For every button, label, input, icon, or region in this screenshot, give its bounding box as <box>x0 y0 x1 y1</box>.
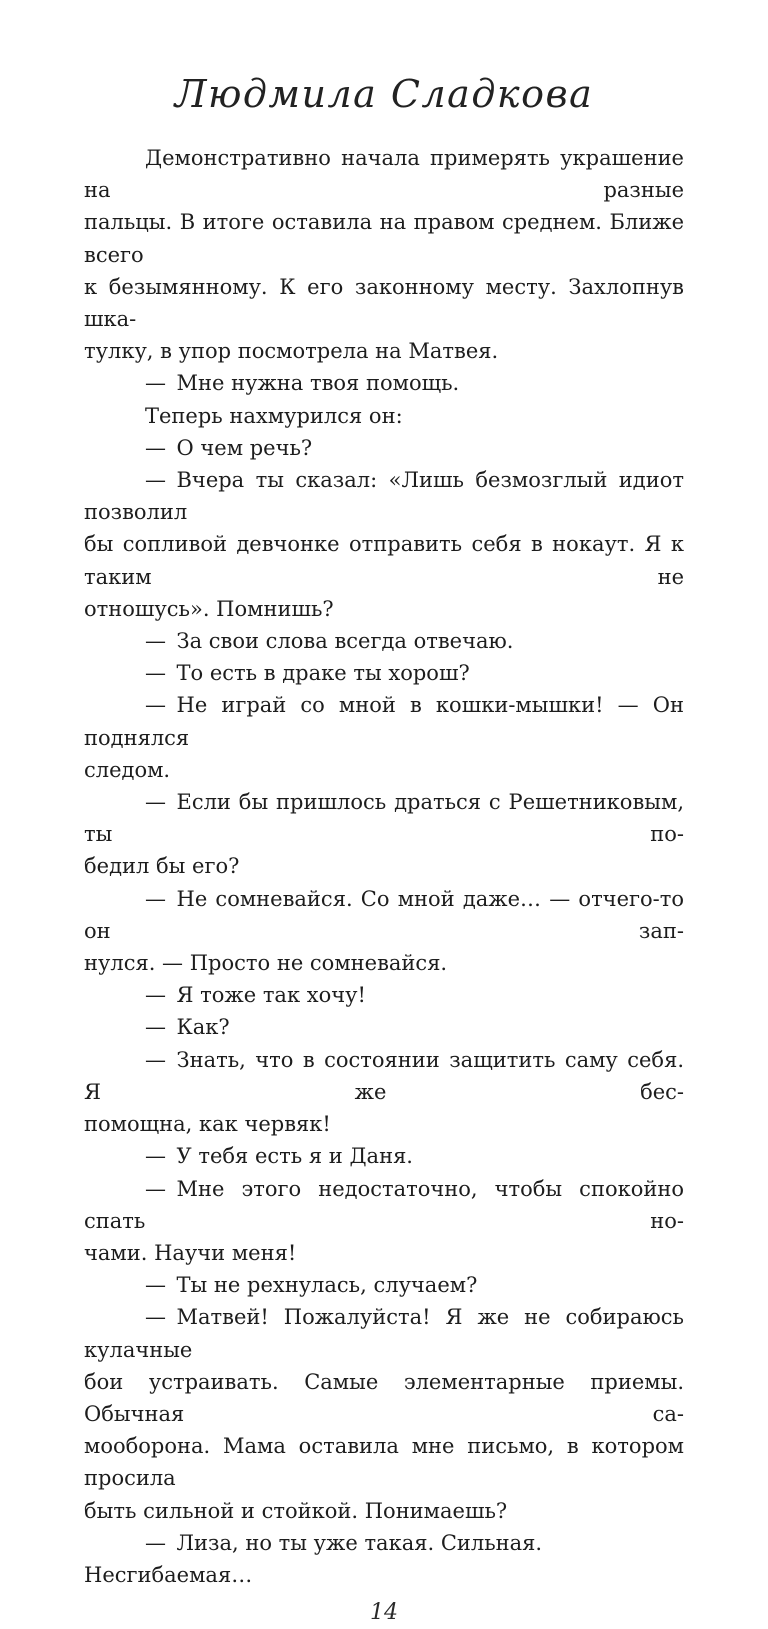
book-page <box>0 68 768 1626</box>
paragraph <box>84 367 684 399</box>
paragraph <box>84 1011 684 1043</box>
paragraph <box>84 464 684 625</box>
text-line: пальцы. В итоге оставила на правом среднем. Ближе всего <box>84 210 684 267</box>
text-line: быть сильной и стойкой. Понимаешь? <box>84 1498 508 1523</box>
text-line: Теперь нахмурился он: <box>145 403 403 428</box>
text-block <box>84 142 684 1591</box>
text-line: мооборона. Мама оставила мне письмо, в котором просила <box>84 1434 684 1491</box>
paragraph <box>84 1173 684 1270</box>
text-line: — Как? <box>145 1015 230 1040</box>
text-line: бои устраивать. Самые элементарные приемы. Обычная са- <box>84 1369 684 1426</box>
paragraph <box>84 1044 684 1141</box>
text-line: — Я тоже так хочу! <box>145 983 366 1008</box>
text-line: нулся. — Просто не сомневайся. <box>84 951 448 976</box>
paragraph <box>84 432 684 464</box>
paragraph <box>84 1269 684 1301</box>
text-line: — О чем речь? <box>145 435 313 460</box>
text-line: чами. Научи меня! <box>84 1240 297 1265</box>
running-head-author: Людмила Сладкова <box>174 72 594 116</box>
paragraph <box>84 689 684 786</box>
page-number: 14 <box>370 1600 398 1626</box>
text-line: следом. <box>84 757 171 782</box>
paragraph <box>84 786 684 883</box>
text-line: — За свои слова всегда отвечаю. <box>145 629 514 654</box>
text-line: — Мне нужна твоя помощь. <box>145 371 460 396</box>
paragraph <box>84 1301 684 1526</box>
text-line: бедил бы его? <box>84 854 240 879</box>
text-line: — Ты не рехнулась, случаем? <box>145 1273 478 1298</box>
text-line: отношусь». Помнишь? <box>84 596 334 621</box>
paragraph <box>84 142 684 367</box>
text-line: тулку, в упор посмотрела на Матвея. <box>84 339 499 364</box>
paragraph <box>84 657 684 689</box>
paragraph <box>84 979 684 1011</box>
text-line: — Не играй со мной в кошки-мышки! — Он поднялся <box>84 693 684 750</box>
text-line: — Мне этого недостаточно, чтобы спокойно спать но- <box>84 1176 684 1233</box>
text-line: — У тебя есть я и Даня. <box>145 1144 413 1169</box>
text-line: — Не сомневайся. Со мной даже… — отчего-то он зап- <box>84 886 684 943</box>
text-line: — Вчера ты сказал: «Лишь безмозглый идиот позволил <box>84 468 684 525</box>
paragraph <box>84 883 684 980</box>
text-line: к безымянному. К его законному месту. Захлопнув шка- <box>84 274 684 332</box>
text-line: Демонстративно начала примерять украшение на разные <box>84 146 684 203</box>
paragraph <box>84 1527 684 1591</box>
text-line: — То есть в драке ты хорош? <box>145 661 470 686</box>
paragraph <box>84 1140 684 1172</box>
text-line: — Лиза, но ты уже такая. Сильная. Несгибаемая… <box>84 1530 543 1587</box>
paragraph <box>84 400 684 432</box>
text-line: — Если бы пришлось драться с Решетниковым, ты по- <box>84 790 684 847</box>
text-line: — Матвей! Пожалуйста! Я же не собираюсь кулачные <box>84 1305 684 1362</box>
text-line: бы сопливой девчонке отправить себя в нокаут. Я к таким не <box>84 532 684 589</box>
text-line: — Знать, что в состоянии защитить саму себя. Я же бес- <box>84 1047 684 1104</box>
text-line: помощна, как червяк! <box>84 1112 331 1137</box>
paragraph <box>84 625 684 657</box>
